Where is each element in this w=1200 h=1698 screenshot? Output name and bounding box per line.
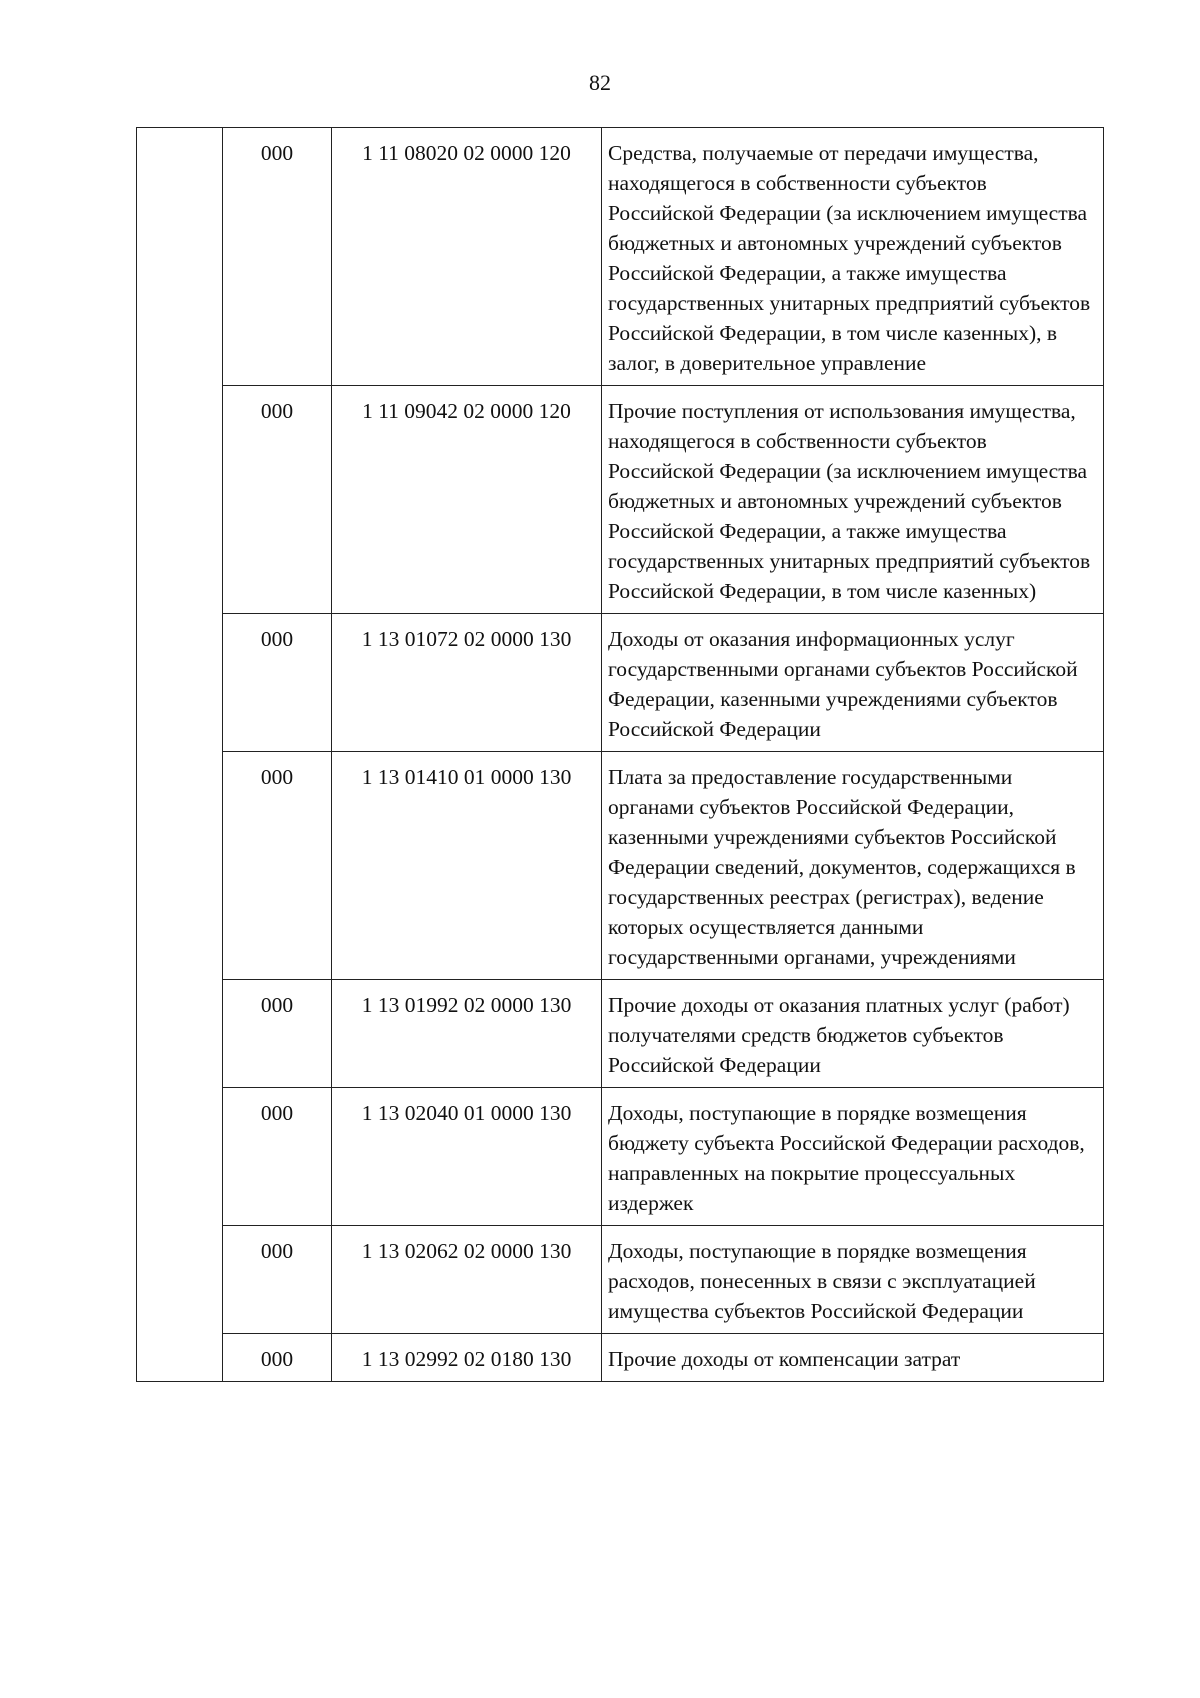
revenue-name-cell: Доходы, поступающие в порядке возмещения расходов, понесенных в связи с эксплуатацией имущества субъектов Российской Федерации — [602, 1226, 1104, 1334]
table-row — [137, 752, 1104, 980]
revenue-name-cell: Прочие доходы от оказания платных услуг (работ) получателями средств бюджетов субъектов Российской Федерации — [602, 980, 1104, 1088]
revenue-name-cell: Доходы от оказания информационных услуг государственными органами субъектов Российской Федерации, казенными учреждениями субъектов Российской Федерации — [602, 614, 1104, 752]
revenue-name-cell: Плата за предоставление государственными органами субъектов Российской Федерации, казенными учреждениями субъектов Российской Федерации сведений, документов, содержащихся в государственных реестрах (регистрах), ведение которых осуществляется данными государственными органами, учреждениями — [602, 752, 1104, 980]
table-row — [137, 128, 1104, 386]
administrator-code-cell: 000 — [223, 614, 332, 752]
administrator-code-cell: 000 — [223, 752, 332, 980]
revenue-name-cell: Прочие поступления от использования имущества, находящегося в собственности субъектов Российской Федерации (за исключением имущества бюджетных и автономных учреждений субъектов Российской Федерации, а также имущества государственных унитарных предприятий субъектов Российской Федерации, в том числе казенных) — [602, 386, 1104, 614]
budget-classification-code-cell: 1 13 02040 01 0000 130 — [332, 1088, 602, 1226]
administrator-code-cell: 000 — [223, 1088, 332, 1226]
revenue-name-cell: Доходы, поступающие в порядке возмещения бюджету субъекта Российской Федерации расходов, направленных на покрытие процессуальных издержек — [602, 1088, 1104, 1226]
administrator-code-cell: 000 — [223, 128, 332, 386]
budget-classification-code-cell: 1 13 01992 02 0000 130 — [332, 980, 602, 1088]
revenue-codes-table — [136, 127, 1104, 1382]
page-number: 82 — [589, 70, 611, 95]
budget-classification-code-cell: 1 13 02992 02 0180 130 — [332, 1334, 602, 1382]
table-row — [137, 386, 1104, 614]
table-row — [137, 1334, 1104, 1382]
table-row — [137, 1226, 1104, 1334]
budget-classification-code-cell: 1 11 09042 02 0000 120 — [332, 386, 602, 614]
table-row — [137, 614, 1104, 752]
blank-column-cell — [137, 128, 223, 1382]
administrator-code-cell: 000 — [223, 386, 332, 614]
administrator-code-cell: 000 — [223, 1226, 332, 1334]
budget-classification-code-cell: 1 13 02062 02 0000 130 — [332, 1226, 602, 1334]
administrator-code-cell: 000 — [223, 1334, 332, 1382]
budget-classification-code-cell: 1 13 01410 01 0000 130 — [332, 752, 602, 980]
revenue-name-cell: Средства, получаемые от передачи имущества, находящегося в собственности субъектов Российской Федерации (за исключением имущества бюджетных и автономных учреждений субъектов Российской Федерации, а также имущества государственных унитарных предприятий субъектов Российской Федерации, в том числе казенных), в залог, в доверительное управление — [602, 128, 1104, 386]
table-row — [137, 980, 1104, 1088]
budget-classification-code-cell: 1 11 08020 02 0000 120 — [332, 128, 602, 386]
administrator-code-cell: 000 — [223, 980, 332, 1088]
table-row — [137, 1088, 1104, 1226]
revenue-name-cell: Прочие доходы от компенсации затрат — [602, 1334, 1104, 1382]
budget-classification-code-cell: 1 13 01072 02 0000 130 — [332, 614, 602, 752]
